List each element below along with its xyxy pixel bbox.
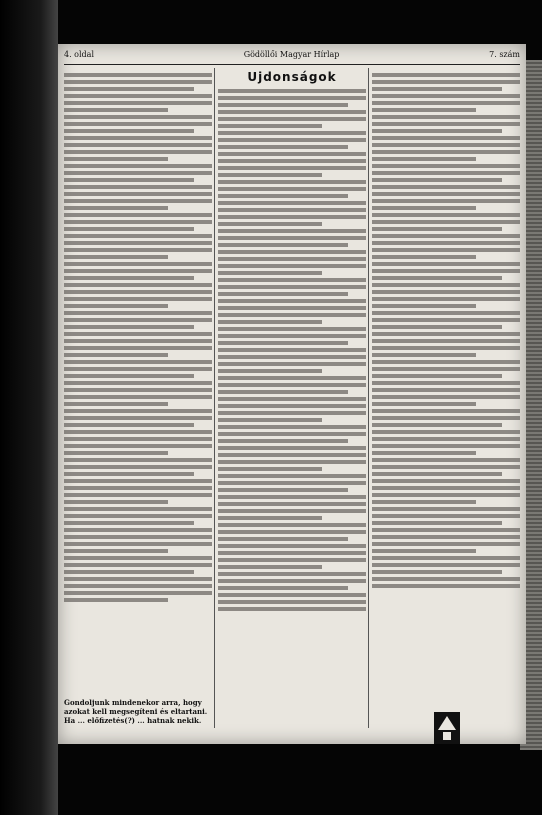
- issue-date: 7. szám: [489, 50, 520, 59]
- page-number: 4. oldal: [64, 50, 94, 59]
- section-title: Ujdonságok: [247, 70, 337, 84]
- column-1: [64, 70, 212, 730]
- page-header: [64, 50, 520, 65]
- column-2: [218, 70, 366, 730]
- column-rule-1: [214, 68, 215, 728]
- column-rule-2: [368, 68, 369, 728]
- boxed-notice: Gondoljunk mindenekor arra, hogy azokat kell megsegíteni és eltartani. Ha ... előfizetés(?) ... hatnak nekik.: [64, 698, 208, 725]
- column-3: [372, 70, 520, 730]
- book-spine: [0, 0, 58, 815]
- newspaper-title: Gödöllői Magyar Hírlap: [243, 50, 340, 59]
- newspaper-page: [58, 44, 526, 744]
- archive-logo-icon: [434, 712, 460, 744]
